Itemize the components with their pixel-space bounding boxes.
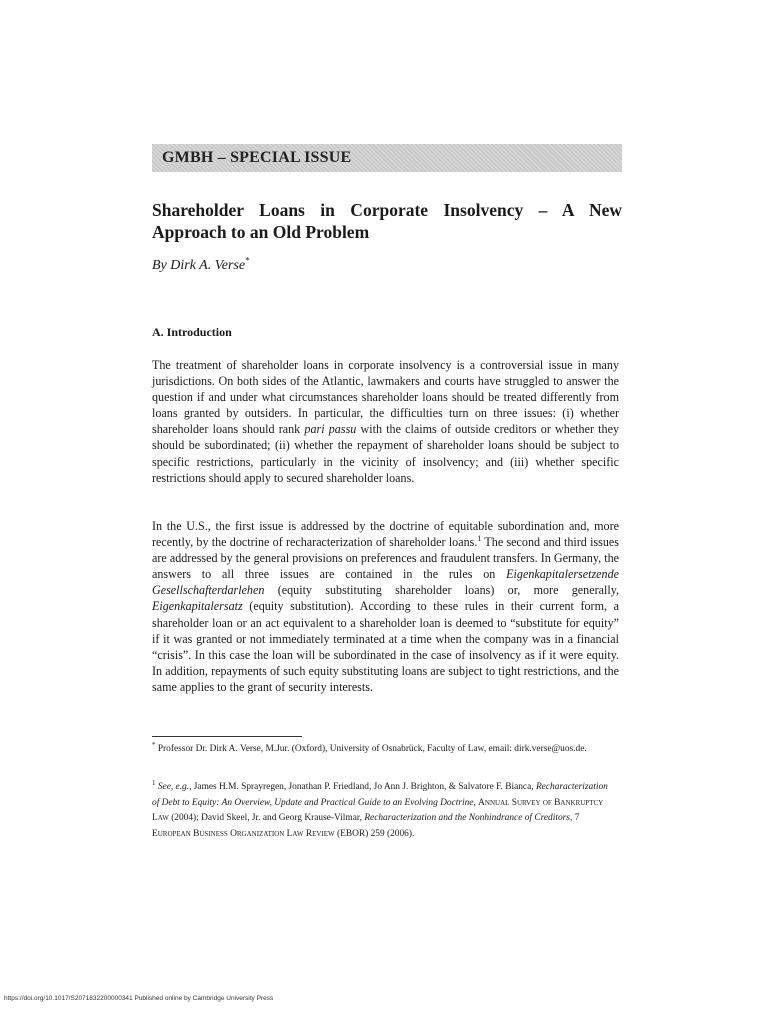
doi-link[interactable]: https://doi.org/10.1017/S2071832200000341 [4,995,133,1002]
footnote-author: * Professor Dr. Dirk A. Verse, M.Jur. (Oxford), University of Osnabrück, Faculty of Law, email: dirk.verse@uos.de. [152,740,587,754]
page-footer [4,995,273,1002]
author-byline [152,255,250,274]
paragraph-2: In the U.S., the first issue is addressed by the doctrine of equitable subordination and, more recently, by the doctrine of recharacterization of shareholder loans.$^1$ The second and third issues are addressed by the general provisions on preferences and fraudulent transfers. In Germany, the answers to all three issues are contained in the rules on Eigenkapitalersetzende Gesellschafterdarlehen (equity substituting shareholder loans) or, more generally, Eigenkapitalersatz (equity substitution). According to these rules in their current form, a shareholder loan or an act equivalent to a shareholder loan is deemed to “substitute for equity” if it was granted or not immediately terminated at a time when the company was in a financial “crisis”. In this case the loan will be subordinated in the case of insolvency as if it were equity. In addition, repayments of such equity substituting loans are subject to tight restrictions, and the same applies to the grant of security interests. [152,519,619,694]
section-heading: A. Introduction [152,325,232,339]
footnote-ref-1[interactable]: 1 [477,534,482,544]
banner-label: GMBH – SPECIAL ISSUE [162,149,352,166]
section-banner [152,144,622,172]
paragraph-1: The treatment of shareholder loans in corporate insolvency is a controversial issue in many jurisdictions. On both sides of the Atlantic, lawmakers and courts have struggled to answer the question if and under what circumstances shareholder loans should be treated differently from loans granted by outsiders. In particular, the difficulties turn on three issues: (i) whether shareholder loans should rank pari passu with the claims of outside creditors or whether they should be subordinated; (ii) whether the repayment of shareholder loans should be subject to specific restrictions, particularly in the vicinity of insolvency; and (iii) whether specific restrictions should apply to secured shareholder loans. [152,358,619,485]
footnote-1: $^1$ See, e.g., James H.M. Sprayregen, Jonathan P. Friedland, Jo Ann J. Brighton, & Salvatore F. Bianca, Recharacterization of Debt to Equity: An Overview, Update and Practical Guide to an Evolving Doctrine, Annual Survey of Bankruptcy Law (2004); David Skeel, Jr. and Georg Krause-Vilmar, Recharacterization and the Nonhindrance of Creditors, 7 European Business Organization Law Review (EBOR) 259 (2006). [152,778,608,839]
article-title: Shareholder Loans in Corporate Insolvency – A New Approach to an Old Problem [152,200,622,242]
author-name: By Dirk A. Verse [152,258,246,273]
footnote-divider [152,736,302,737]
author-footnote-mark[interactable]: * [245,255,250,266]
publisher-note: Published online by Cambridge University Press [132,995,274,1002]
